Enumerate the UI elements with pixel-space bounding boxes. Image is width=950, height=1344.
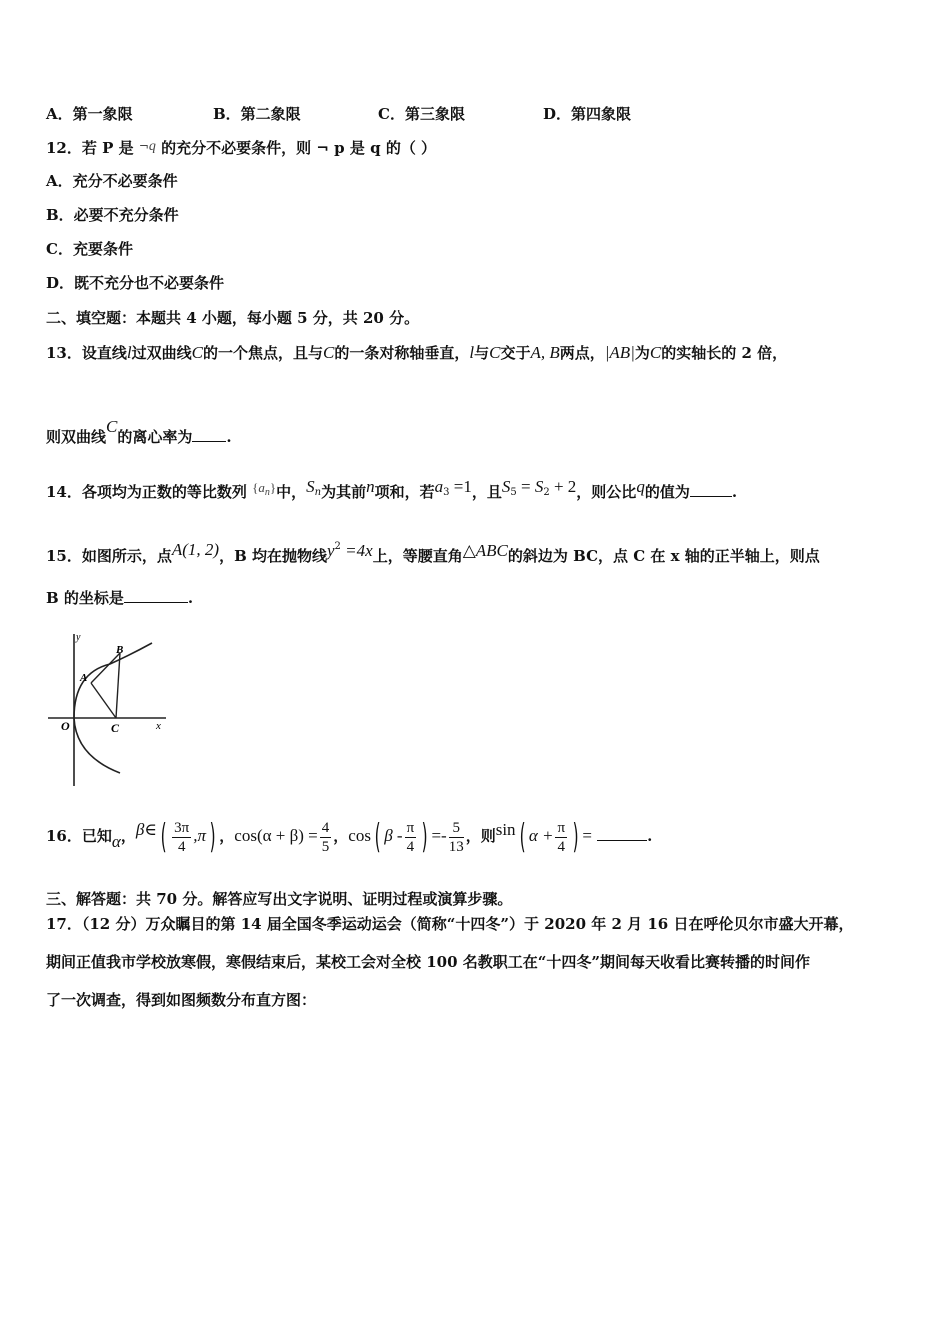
q12-option-d: D．既不充分也不必要条件	[46, 274, 225, 292]
q13-end: .	[226, 428, 232, 446]
q13-l: l	[469, 343, 475, 362]
segment-BC	[116, 653, 120, 718]
q11-option-b: B．第二象限	[213, 105, 301, 123]
q16-cos-sum: cos(α + β) =	[234, 826, 318, 845]
frac-den: 13	[448, 838, 464, 855]
q13-abs-AB: |AB|	[604, 343, 635, 362]
frac-num: π	[406, 819, 415, 836]
q12-option-c: C．充要条件	[46, 240, 133, 258]
q15-point-A: A(1, 2)	[171, 540, 220, 559]
q14-text: 14．各项均为正数的等比数列	[46, 483, 247, 501]
q14-text: ，且	[471, 483, 502, 501]
q14-S5-eq	[502, 478, 576, 496]
q14-an-n: n	[264, 487, 270, 498]
q16-eq-neg: =-	[431, 826, 447, 845]
q15-parab-exp: 2	[334, 541, 341, 552]
segment-AB	[91, 653, 120, 683]
q13-answer-blank[interactable]	[192, 427, 226, 442]
q16-frac-4-5	[320, 819, 332, 856]
q16-pi-tail: ,π	[193, 826, 207, 845]
q15-line1	[46, 537, 820, 566]
q16-line	[46, 806, 653, 857]
q17-line2: 期间正值我市学校放寒假，寒假结束后，某校工会对全校 100 名教职工在“十四冬”期间每天收看比赛转播的时间作	[46, 953, 811, 971]
q14-S5-index: 5	[510, 487, 517, 498]
q14-S5-S: S	[501, 477, 511, 496]
q12-notq-symbol: ¬	[138, 139, 149, 153]
q13-text: 13．设直线	[46, 344, 127, 362]
q14-S2-index: 2	[543, 487, 550, 498]
q11-option-d: D．第四象限	[543, 105, 632, 123]
q16-beta-in: β∈	[135, 820, 157, 839]
q14-n: n	[366, 477, 375, 496]
q13-l: l	[126, 343, 132, 362]
label-B: B	[116, 644, 124, 656]
q16-comma: ，	[333, 827, 349, 845]
q15-text: 上，等腰直角	[372, 547, 463, 565]
q14-end: .	[731, 483, 738, 501]
frac-den: 5	[321, 838, 330, 855]
q14-a3	[435, 478, 472, 496]
q16-comma: ，	[219, 827, 235, 845]
q16-eq: =	[582, 826, 592, 845]
q14-line	[46, 477, 737, 503]
q13-text: 过双曲线	[131, 344, 192, 362]
q12-prefix: 12．若 P 是	[46, 139, 134, 157]
frac-den: 4	[406, 838, 415, 855]
q13-text: 与	[474, 344, 490, 362]
q14-an: $\{a_n\}$	[252, 480, 277, 498]
q16-left-paren: (	[160, 817, 167, 857]
label-x: x	[156, 720, 161, 732]
frac-den: 4	[177, 838, 186, 855]
q12-middle: 的充分不必要条件，则	[161, 139, 312, 157]
q15-parabola	[327, 542, 373, 560]
segment-AC	[91, 683, 116, 718]
q16-right-paren: )	[572, 817, 579, 857]
q14-S2-S: S	[534, 477, 544, 496]
frac-num: 4	[321, 819, 330, 836]
q15-end: .	[187, 589, 194, 607]
q14-a3-a: a	[434, 477, 444, 496]
q17-line1: 17．（12 分）万众瞩目的第 14 届全国冬季运动运会（简称“十四冬”）于 2020 年 2 月 16 日在呼伦贝尔市盛大开幕，	[46, 915, 854, 933]
q14-eq: =	[516, 477, 535, 496]
q13-C: C	[649, 343, 662, 362]
q13-text: 的一条对称轴垂直，	[334, 344, 470, 362]
q14-text: 的值为	[644, 483, 690, 501]
q16-left-paren: (	[374, 817, 381, 857]
q14-q: q	[636, 477, 645, 496]
q13-text: 两点，	[559, 344, 605, 362]
q13-text: 则双曲线	[46, 428, 107, 446]
q14-answer-blank[interactable]	[690, 482, 732, 497]
q16-beta-minus: β -	[384, 826, 403, 845]
label-O: O	[61, 719, 70, 733]
q14-text: ，则公比	[576, 483, 637, 501]
q14-text: 为其前	[321, 483, 367, 501]
q15-parab-rhs: =4x	[340, 541, 373, 560]
q16-sin: sin	[495, 820, 516, 839]
q12-notq-q: q	[148, 139, 156, 154]
q13-line1	[46, 343, 787, 363]
q15-text: 的斜边为 BC，点 C 在 x 轴的正半轴上，则点	[507, 547, 820, 565]
q14-an-a: a	[258, 480, 265, 495]
q12-notp: ¬ p 是 q 的（ ）	[316, 139, 437, 157]
q13-text: 的离心率为	[117, 428, 193, 446]
q16-cos: cos	[348, 826, 371, 845]
q15-line2	[46, 588, 193, 608]
q14-a3-rhs: =1	[449, 477, 472, 496]
q16-end: .	[647, 827, 653, 845]
q14-text: 中，	[276, 483, 307, 501]
q16-frac-5-13	[449, 819, 464, 856]
q13-line2	[46, 417, 232, 447]
q13-C: C	[191, 343, 203, 362]
q13-text: 交于	[500, 344, 531, 362]
q16-alpha: α	[111, 832, 121, 851]
q16-frac-3pi-4	[172, 819, 191, 856]
q16-right-paren: )	[209, 817, 216, 857]
q16-left-paren: (	[519, 817, 526, 857]
frac-num: π	[557, 819, 566, 836]
label-A: A	[80, 672, 88, 684]
section3-heading: 三、解答题：共 70 分。解答应写出文字说明、证明过程或演算步骤。	[46, 890, 513, 908]
q16-frac-pi-4	[405, 819, 417, 856]
q15-text: ，B 均在抛物线	[219, 547, 327, 565]
q12-option-a: A．充分不必要条件	[46, 172, 178, 190]
q16-comma: ，	[120, 827, 136, 845]
q13-text: 的一个焦点，且与	[202, 344, 323, 362]
q13-text: 的实轴长的 2 倍，	[661, 344, 788, 362]
frac-num: 3π	[174, 819, 190, 836]
q15-answer-blank[interactable]	[124, 588, 188, 603]
q14-Sn-n: n	[314, 487, 322, 498]
q15-parab-y: y	[327, 541, 335, 560]
q13-text: 为	[634, 344, 650, 362]
q15-triangle: △ABC	[462, 541, 508, 560]
section2-heading: 二、填空题：本题共 4 小题，每小题 5 分，共 20 分。	[46, 309, 420, 327]
q17-line3: 了一次调查，得到如图频数分布直方图：	[46, 991, 317, 1009]
q15-figure	[40, 628, 180, 790]
q11-option-a: A．第一象限	[46, 105, 133, 123]
q14-plus2: + 2	[549, 477, 577, 496]
q16-text: 16．已知	[46, 827, 112, 845]
q16-right-paren: )	[421, 817, 428, 857]
q16-alpha-plus: α +	[528, 826, 554, 845]
q13-C: C	[489, 343, 501, 362]
q12-option-b: B．必要不充分条件	[46, 206, 179, 224]
frac-den: 4	[557, 838, 566, 855]
q14-text: 项和，若	[374, 483, 435, 501]
q14-Sn	[306, 478, 321, 496]
frac-num: 5	[449, 819, 464, 838]
q15-text: 15．如图所示，点	[46, 547, 172, 565]
q13-C: C	[322, 343, 335, 362]
q16-frac-pi-4b	[555, 819, 567, 856]
q14-Sn-S: S	[306, 477, 315, 496]
q13-C: C	[106, 417, 118, 436]
label-y: y	[76, 632, 81, 643]
q12-stem	[46, 136, 436, 158]
q16-text: ，则	[465, 827, 496, 845]
q16-answer-blank[interactable]	[597, 810, 647, 841]
q11-option-c: C．第三象限	[378, 105, 465, 123]
q14-a3-index: 3	[443, 487, 450, 498]
label-C: C	[111, 721, 120, 735]
q15-text: B 的坐标是	[46, 589, 124, 607]
q13-AB: A, B	[530, 343, 560, 362]
